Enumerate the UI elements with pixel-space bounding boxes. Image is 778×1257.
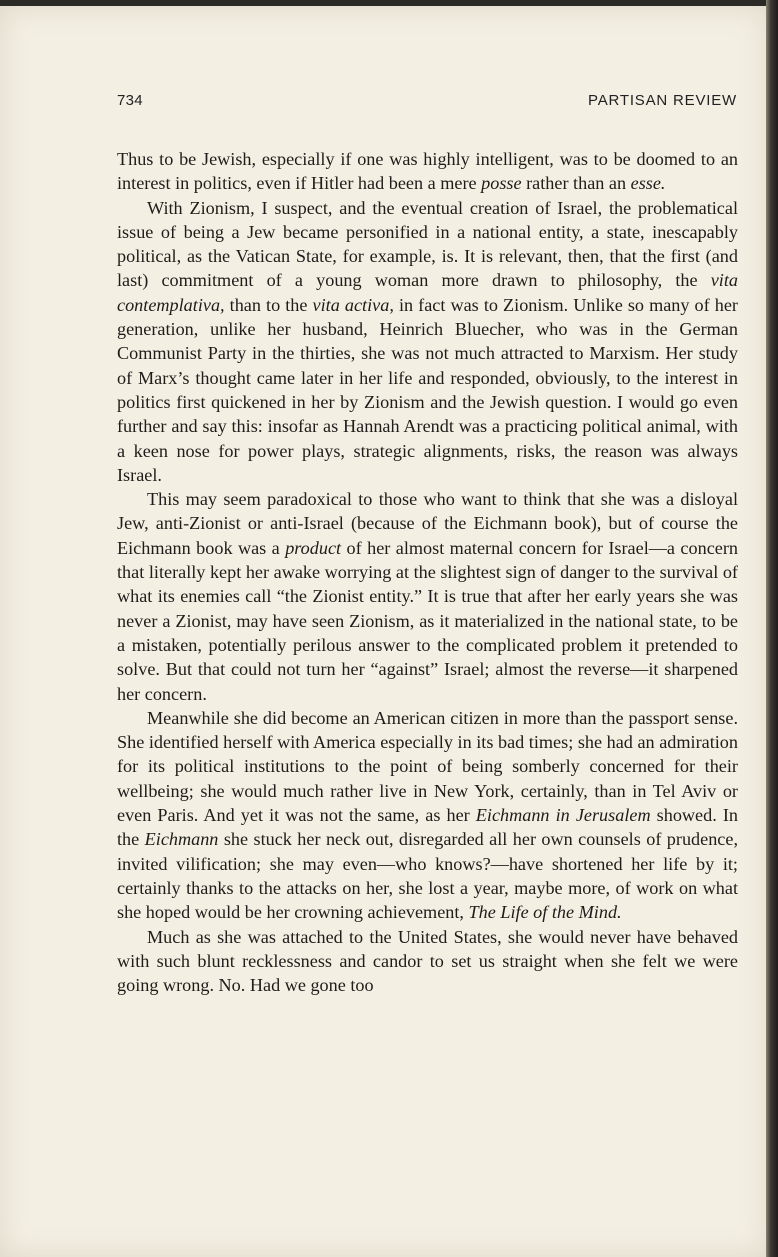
italic-text: vita activa, <box>312 294 394 315</box>
text-run: she stuck her neck out, disregarded all her own counsels of prudence, invited vilification; she may even—who knows?—have shortened her life by it; certainly thanks to the attacks on her, she lost a year, maybe more, of work on what she hoped would be her crowning achievement, <box>117 829 738 923</box>
page-edge-shadow <box>766 0 778 1257</box>
book-page <box>0 6 768 1257</box>
page-header <box>117 92 737 116</box>
italic-text: vita contemplativa, <box>117 270 738 315</box>
text-run: Meanwhile she did become an American citizen in more than the passport sense. She identified herself with America especially in its bad times; she had an admiration for its political institutions to the point of being somberly concerned for their wellbeing; she would much rather live in New York, certainly, than in Tel Aviv or even Paris. And yet it was not the same, as her <box>117 707 738 826</box>
text-run: rather than an <box>521 173 631 194</box>
italic-text: posse <box>481 173 522 194</box>
page-number: 734 <box>117 92 143 109</box>
italic-text: The Life of the Mind. <box>468 902 622 923</box>
italic-text: esse. <box>630 173 666 194</box>
text-run: showed. In the <box>117 805 738 850</box>
running-head: PARTISAN REVIEW <box>588 92 737 109</box>
text-run: Much as she was attached to the United States, she would never have behaved with such blunt recklessness and candor to set us straight when she felt we were going wrong. No. Had we gone too <box>117 926 738 996</box>
paragraph <box>117 925 738 998</box>
text-run: in fact was to Zionism. Unlike so many of her generation, unlike her husband, Heinrich Bluecher, who was in the German Communist Party in the thirties, she was not much attracted to Marxism. Her study of Marx’s thought came later in her life and responded, obviously, to the interest in politics first quickened in her by Zionism and the Jewish question. I would go even further and say this: insofar as Hannah Arendt was a practicing political animal, with a keen nose for power plays, strategic alignments, risks, the reason was always Israel. <box>117 294 738 485</box>
italic-text: Eichmann in Jerusalem <box>475 805 651 826</box>
body-text <box>117 147 738 997</box>
paragraph <box>117 487 738 706</box>
italic-text: product <box>285 537 342 558</box>
text-run: With Zionism, I suspect, and the eventual creation of Israel, the problematical issue of being a Jew became personified in a national entity, a state, inescapably political, as the Vatican State, for example, is. It is relevant, then, that the first (and last) commitment of a young woman more drawn to philosophy, the <box>117 197 738 291</box>
text-run: than to the <box>224 294 313 315</box>
paragraph <box>117 706 738 925</box>
italic-text: Eichmann <box>144 829 219 850</box>
text-run: of her almost maternal concern for Israel—a concern that literally kept her awake worrying at the slightest sign of danger to the survival of what its enemies call “the Zionist entity.” It is true that after her early years she was never a Zionist, may have seen Zionism, as it materialized in the national state, to be a mistaken, potentially perilous answer to the complicated problem it pretended to solve. But that could not turn her “against” Israel; almost the reverse—it sharpened her concern. <box>117 537 738 704</box>
paragraph <box>117 147 738 196</box>
text-run: This may seem paradoxical to those who want to think that she was a disloyal Jew, anti-Zionist or anti-Israel (because of the Eichmann book), but of course the Eichmann book was a <box>117 489 738 558</box>
paragraph <box>117 196 738 488</box>
text-run: Thus to be Jewish, especially if one was highly intelligent, was to be doomed to an interest in politics, even if Hitler had been a mere <box>117 149 738 194</box>
